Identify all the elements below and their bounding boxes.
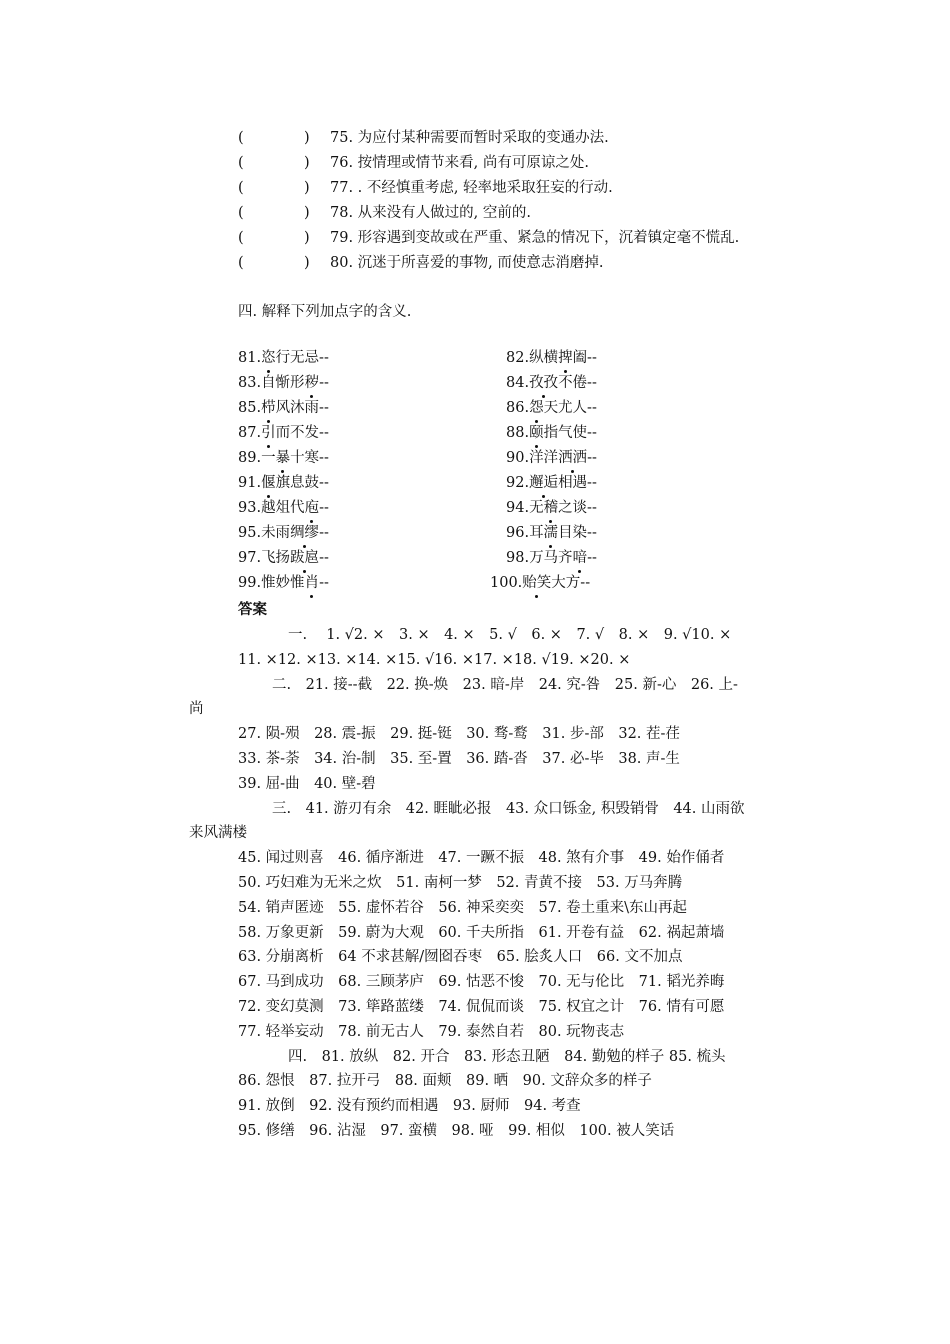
item-num: 100. [490,575,523,591]
answer-paren-open: ( [238,130,244,146]
answer-paren-open: ( [238,180,244,196]
vocab-item [238,398,329,418]
answer-line: 54. 销声匿迹 55. 虚怀若谷 56. 神采奕奕 57. 卷土重来\东山再起 [238,899,688,916]
item-post: -- [319,550,329,566]
item-num: 91. [238,475,262,491]
vocab-item [506,348,597,368]
item-post: 之谈-- [558,500,597,516]
vocab-item [238,473,329,493]
question-text: 80. 沉迷于所喜爱的事物, 而使意志消磨掉. [330,255,604,271]
item-num: 89. [238,450,262,466]
item-pre: 一 [261,450,276,466]
item-post: -- [319,525,329,541]
item-post: 目染-- [558,525,597,541]
dotted-char: 肖 [304,575,320,591]
item-num: 85. [238,400,262,416]
answer-line: 91. 放倒 92. 没有预约而相遇 93. 厨师 94. 考查 [238,1098,581,1115]
item-post: -- [587,550,597,566]
question-text: 76. 按情理或情节来看, 尚有可原谅之处. [330,155,589,171]
dotted-char: 洒洒 [558,450,588,466]
vocab-item [506,448,597,468]
answer-paren-close: ) [304,155,310,171]
vocab-item [506,548,597,568]
vocab-item [238,548,329,568]
dotted-char: 绸缪 [290,525,320,541]
item-num: 90. [506,450,530,466]
vocab-item [238,523,329,543]
dotted-char: 暴 [275,450,291,466]
answer-paren-open: ( [238,205,244,221]
answer-line: 95. 修缮 96. 沾湿 97. 蛮横 98. 哑 99. 相似 100. 被人笑话 [238,1123,675,1139]
item-post: 阖-- [572,350,597,366]
dotted-char: 颐 [529,425,544,441]
item-num: 98. [506,550,530,566]
answer-paren-close: ) [304,205,310,221]
item-pre: 纵横 [529,350,559,366]
item-post: 指气使-- [543,425,597,441]
answer-line: 11. ×12. ×13. ×14. ×15. √16. ×17. ×18. √19. ×20. × [238,651,631,668]
question-text: 79. 形容遇到变故或在严重、紧急的情况下，沉着镇定毫不慌乱. [330,230,740,246]
vocab-item [238,423,329,443]
answer-paren-open: ( [238,230,244,246]
item-num: 83. [238,375,262,391]
answer-line: 三. 41. 游刃有余 42. 睚眦必报 43. 众口铄金, 积毁销骨 44. 山雨欲 [272,800,745,817]
item-pre: 万马齐 [529,550,573,566]
item-num: 95. [238,525,262,541]
item-post: -- [319,500,329,516]
answer-line: 72. 变幻莫测 73. 筚路蓝缕 74. 侃侃而谈 75. 权宜之计 76. 情有可愿 [238,999,725,1015]
item-pre: 越俎代 [261,500,305,516]
vocab-item [506,498,597,518]
vocab-item [238,573,329,593]
vocab-item [506,523,597,543]
item-post: 不倦-- [558,375,597,391]
vocab-item [238,348,329,368]
dotted-char: 濡 [543,525,559,541]
item-num: 82. [506,350,530,366]
item-pre: 惟妙惟 [261,575,305,591]
vocab-item [238,448,329,468]
answer-line: 一. 1. √2. × 3. × 4. × 5. √ 6. × 7. √ 8. × 9. √10. × [288,627,732,643]
dotted-char: 引 [261,425,276,441]
item-num: 99. [238,575,262,591]
answer-paren-open: ( [238,255,244,271]
item-pre: 无 [529,500,544,516]
vocab-item [506,373,597,393]
answer-line: 45. 闻过则喜 46. 循序渐进 47. 一蹶不振 48. 煞有介事 49. 始作俑者 [238,850,725,867]
item-post: -- [319,375,329,391]
answer-line: 39. 屈-曲 40. 壁-碧 [238,775,376,792]
dotted-char: 偃 [261,475,276,491]
dotted-char: 恣 [261,350,276,366]
item-num: 94. [506,500,530,516]
item-pre: 洋洋 [529,450,559,466]
section-heading: 四. 解释下列加点字的含义. [238,304,412,320]
item-post: 十寒-- [290,450,329,466]
vocab-item [506,398,597,418]
answer-line: 尚 [189,701,204,718]
item-post: 而不发-- [275,425,329,441]
item-post: 大方-- [551,575,591,591]
item-num: 92. [506,475,530,491]
vocab-item [506,423,597,443]
vocab-item [490,573,590,593]
answer-paren-close: ) [304,130,310,146]
dotted-char: 跋扈 [290,550,320,566]
answer-paren-open: ( [238,155,244,171]
answer-line: 86. 怨恨 87. 拉开弓 88. 面颊 89. 晒 90. 文辞众多的样子 [238,1073,652,1090]
answer-line: 67. 马到成功 68. 三顾茅庐 69. 怙恶不悛 70. 无与伦比 71. 韬光养晦 [238,974,725,991]
item-num: 97. [238,550,262,566]
dotted-char: 喑 [572,550,588,566]
item-post: 相遇-- [558,475,597,491]
dotted-char: 栉 [261,400,276,416]
answer-line: 来风满楼 [189,825,247,842]
item-post: -- [319,575,329,591]
answer-line: 二. 21. 接--截 22. 换-焕 23. 暗-岸 24. 究-咎 25. 新-心 26. 上- [272,676,738,693]
item-num: 88. [506,425,530,441]
item-num: 81. [238,350,262,366]
item-num: 84. [506,375,530,391]
question-text: 77. . 不经慎重考虑, 轻率地采取狂妄的行动. [330,180,613,196]
answer-line: 33. 茶-荼 34. 治-制 35. 至-置 36. 踏-沓 37. 必-毕 38. 声-生 [238,751,680,767]
vocab-item [238,373,329,393]
answer-paren-close: ) [304,230,310,246]
answer-line: 四. 81. 放纵 82. 开合 83. 形态丑陋 84. 勤勉的样子 85. 梳头 [288,1048,726,1065]
answer-line: 58. 万象更新 59. 蔚为大观 60. 千夫所指 61. 开卷有益 62. 祸起萧墙 [238,924,725,941]
answer-paren-close: ) [304,255,310,271]
item-post: 旗息鼓-- [275,475,329,491]
item-num: 93. [238,500,262,516]
dotted-char: 秽 [304,375,320,391]
dotted-char: 孜孜 [529,375,559,391]
question-text: 78. 从来没有人做过的, 空前的. [330,205,531,221]
item-pre: 飞扬 [261,550,291,566]
item-post: -- [587,450,597,466]
dotted-char: 庖 [304,500,320,516]
answers-heading: 答案 [238,601,267,618]
question-text: 75. 为应付某种需要而暂时采取的变通办法. [330,130,609,146]
dotted-char: 怨 [529,400,544,416]
item-pre: 未雨 [261,525,291,541]
dotted-char: 捭 [558,350,573,366]
item-num: 86. [506,400,530,416]
item-post: 风沐雨-- [275,400,329,416]
answer-line: 63. 分崩离析 64 不求甚解/囫囵吞枣 65. 脍炙人口 66. 文不加点 [238,949,683,966]
dotted-char: 稽 [543,500,559,516]
answer-line: 77. 轻举妄动 78. 前无古人 79. 泰然自若 80. 玩物丧志 [238,1023,625,1040]
item-pre: 自惭形 [261,375,305,391]
answer-paren-close: ) [304,180,310,196]
answer-line: 27. 陨-殒 28. 震-振 29. 挺-铤 30. 骛-鹜 31. 步-部 32. 茬-荏 [238,726,680,743]
vocab-item [506,473,597,493]
item-num: 87. [238,425,262,441]
answer-line: 50. 巧妇难为无米之炊 51. 南柯一梦 52. 青黄不接 53. 万马奔腾 [238,875,683,891]
item-num: 96. [506,525,530,541]
item-post: 行无忌-- [275,350,329,366]
item-pre: 耳 [529,525,544,541]
vocab-item [238,498,329,518]
dotted-char: 邂逅 [529,475,559,491]
dotted-char: 贻笑 [522,575,552,591]
item-post: 天尤人-- [543,400,597,416]
